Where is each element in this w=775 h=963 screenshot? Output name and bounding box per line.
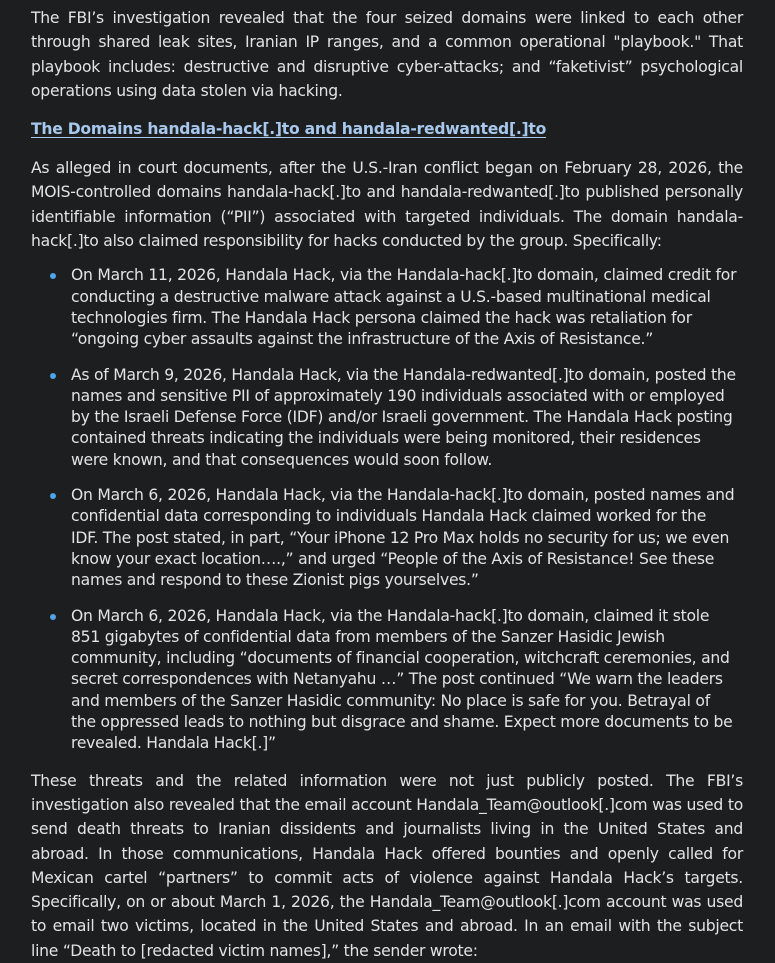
bullet-icon [50, 614, 56, 620]
bullet-icon [50, 273, 56, 279]
list-item-text: On March 6, 2026, Handala Hack, via the Handala-hack[.]to domain, claimed it stole 851 gigabytes of confidential data from members of the Sanzer Hasidic Jewish community, including “documents of financial cooperation, witchcraft ceremonies, and secret correspondences with Netanyahu …” The post continued “We warn the leaders and members of the Sanzer Hasidic community: No place is safe for you. Betrayal of the oppressed leads to nothing but disgrace and shame. Expect more documents to be revealed. Handala Hack[.]” [71, 606, 733, 753]
court-documents-paragraph: As alleged in court documents, after the U.S.-Iran conflict began on February 28, 2026, the MOIS-controlled domains handala-hack[.]to and handala-redwanted[.]to published personally identifiable information (“PII”) associated with targeted individuals. The domain handala-hack[.]to also claimed responsibility for hacks conducted by the group. Specifically: [31, 159, 743, 251]
section-heading-link[interactable]: The Domains handala-hack[.]to and handala-redwanted[.]to [31, 120, 547, 139]
list-item [71, 606, 743, 755]
list-item-text: On March 6, 2026, Handala Hack, via the Handala-hack[.]to domain, posted names and confidential data corresponding to individuals Handala Hack claimed worked for the IDF. The post stated, in part, “Your iPhone 12 Pro Max holds no security for us; we even know your exact location….,” and urged “People of the Axis of Resistance! See these names and respond to these Zionist pigs yourselves.” [71, 486, 735, 590]
list-item [71, 485, 743, 591]
list-item [71, 365, 743, 471]
section-heading [31, 117, 743, 141]
list-item-text: As of March 9, 2026, Handala Hack, via the Handala-redwanted[.]to domain, posted the names and sensitive PII of approximately 190 individuals associated with or employed by the Israeli Defense Force (IDF) and/or Israeli government. The Handala Hack posting contained threats indicating the individuals were being monitored, their residences were known, and that consequences would soon follow. [71, 365, 736, 469]
intro-paragraph: The FBI’s investigation revealed that the four seized domains were linked to each other through shared leak sites, Iranian IP ranges, and a common operational "playbook." That playbook includes: destructive and disruptive cyber-attacks; and “faketivist” psychological operations using data stolen via hacking. [31, 9, 743, 100]
bullet-icon [50, 373, 56, 379]
claims-list [31, 265, 743, 754]
bullet-icon [50, 493, 56, 499]
list-item [71, 265, 743, 350]
threats-paragraph: These threats and the related information were not just publicly posted. The FBI’s investigation also revealed that the email account Handala_Team@outlook[.]com was used to send death threats to Iranian dissidents and journalists living in the United States and abroad. In those communications, Handala Hack offered bounties and openly called for Mexican cartel “partners” to commit acts of violence against Handala Hack’s targets. Specifically, on or about March 1, 2026, the Handala_Team@outlook[.]com account was used to email two victims, located in the United States and abroad. In an email with the subject line “Death to [redacted victim names],” the sender wrote: [31, 771, 743, 960]
list-item-text: On March 11, 2026, Handala Hack, via the Handala-hack[.]to domain, claimed credit for conducting a destructive malware attack against a U.S.-based multinational medical technologies firm. The Handala Hack persona claimed the hack was retaliation for “ongoing cyber assaults against the infrastructure of the Axis of Resistance.” [71, 266, 737, 349]
